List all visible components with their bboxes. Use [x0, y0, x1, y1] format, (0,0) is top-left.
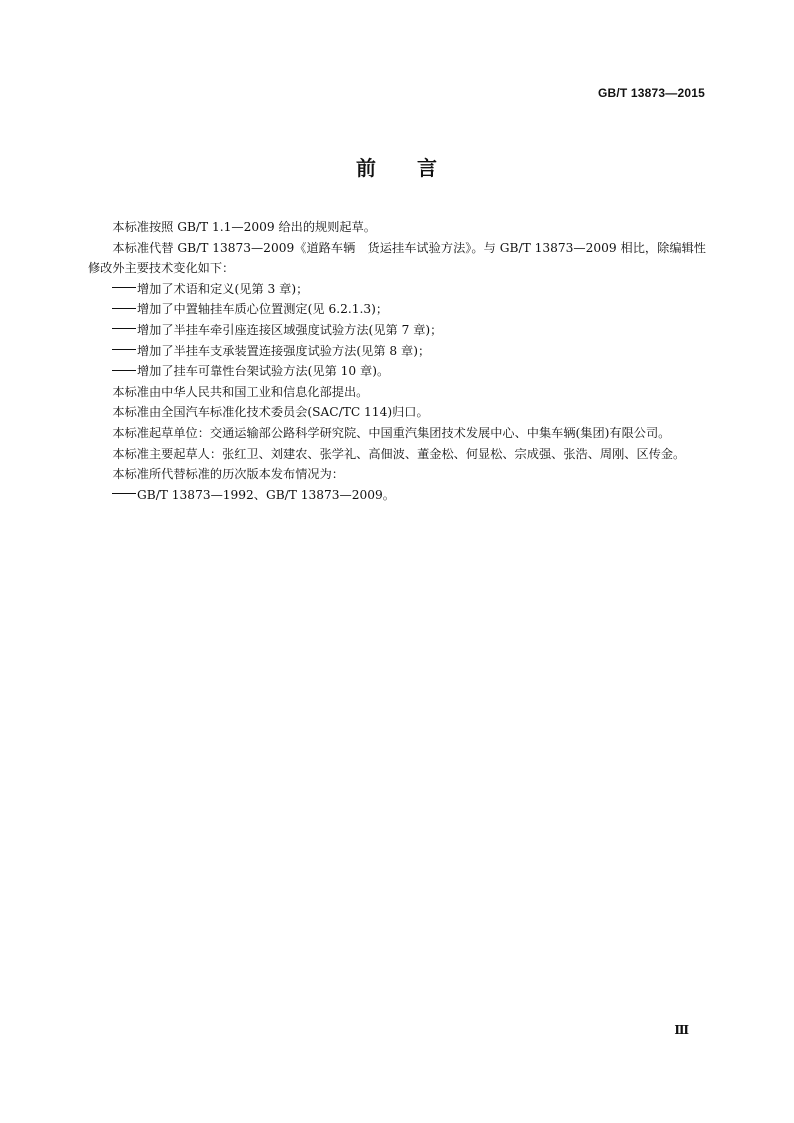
paragraph-drafters: 本标准主要起草人：张红卫、刘建农、张学礼、高佃波、董金松、何显松、宗成强、张浩、周刚、区传金。	[112, 446, 686, 461]
change-item-text: 增加了中置轴挂车质心位置测定(见 6.2.1.3)；	[137, 302, 389, 317]
change-item	[88, 320, 706, 341]
page-title	[0, 152, 794, 181]
history-item-text: GB/T 13873—1992、GB/T 13873—2009。	[137, 487, 395, 502]
standard-code: GB/T 13873—2015	[597, 86, 705, 100]
history-item	[88, 485, 706, 506]
dash-mark	[112, 370, 136, 372]
paragraph-history-intro: 本标准所代替标准的历次版本发布情况为：	[112, 467, 344, 482]
change-item	[88, 299, 706, 320]
change-item	[88, 361, 706, 382]
title-char-2: 言	[417, 156, 438, 180]
change-item-text: 增加了挂车可靠性台架试验方法(见第 10 章)。	[137, 364, 390, 379]
change-item	[88, 279, 706, 300]
paragraph-drafting-rules: 本标准按照 GB/T 1.1—2009 给出的规则起草。	[112, 220, 376, 234]
dash-mark	[112, 493, 136, 495]
dash-mark	[112, 328, 136, 330]
change-item	[88, 341, 706, 362]
change-item-text: 增加了术语和定义(见第 3 章)；	[137, 281, 309, 296]
paragraph-committee: 本标准由全国汽车标准化技术委员会(SAC/TC 114)归口。	[112, 405, 429, 420]
change-item-text: 增加了半挂车牵引座连接区域强度试验方法(见第 7 章)；	[137, 322, 443, 337]
foreword-body	[88, 217, 706, 505]
dash-mark	[112, 287, 136, 289]
change-item-text: 增加了半挂车支承装置连接强度试验方法(见第 8 章)；	[137, 343, 431, 358]
paragraph-replacement: 本标准代替 GB/T 13873—2009《道路车辆 货运挂车试验方法》。与 GB/T 13873—2009 相比，除编辑性修改外主要技术变化如下：	[88, 240, 706, 276]
paragraph-proposer: 本标准由中华人民共和国工业和信息化部提出。	[112, 384, 369, 399]
title-char-1: 前	[356, 156, 377, 180]
dash-mark	[112, 308, 136, 310]
paragraph-drafting-units: 本标准起草单位：交通运输部公路科学研究院、中国重汽集团技术发展中心、中集车辆(集团)有限公司。	[112, 425, 671, 440]
dash-mark	[112, 349, 136, 351]
page-number: Ⅲ	[674, 1023, 689, 1037]
